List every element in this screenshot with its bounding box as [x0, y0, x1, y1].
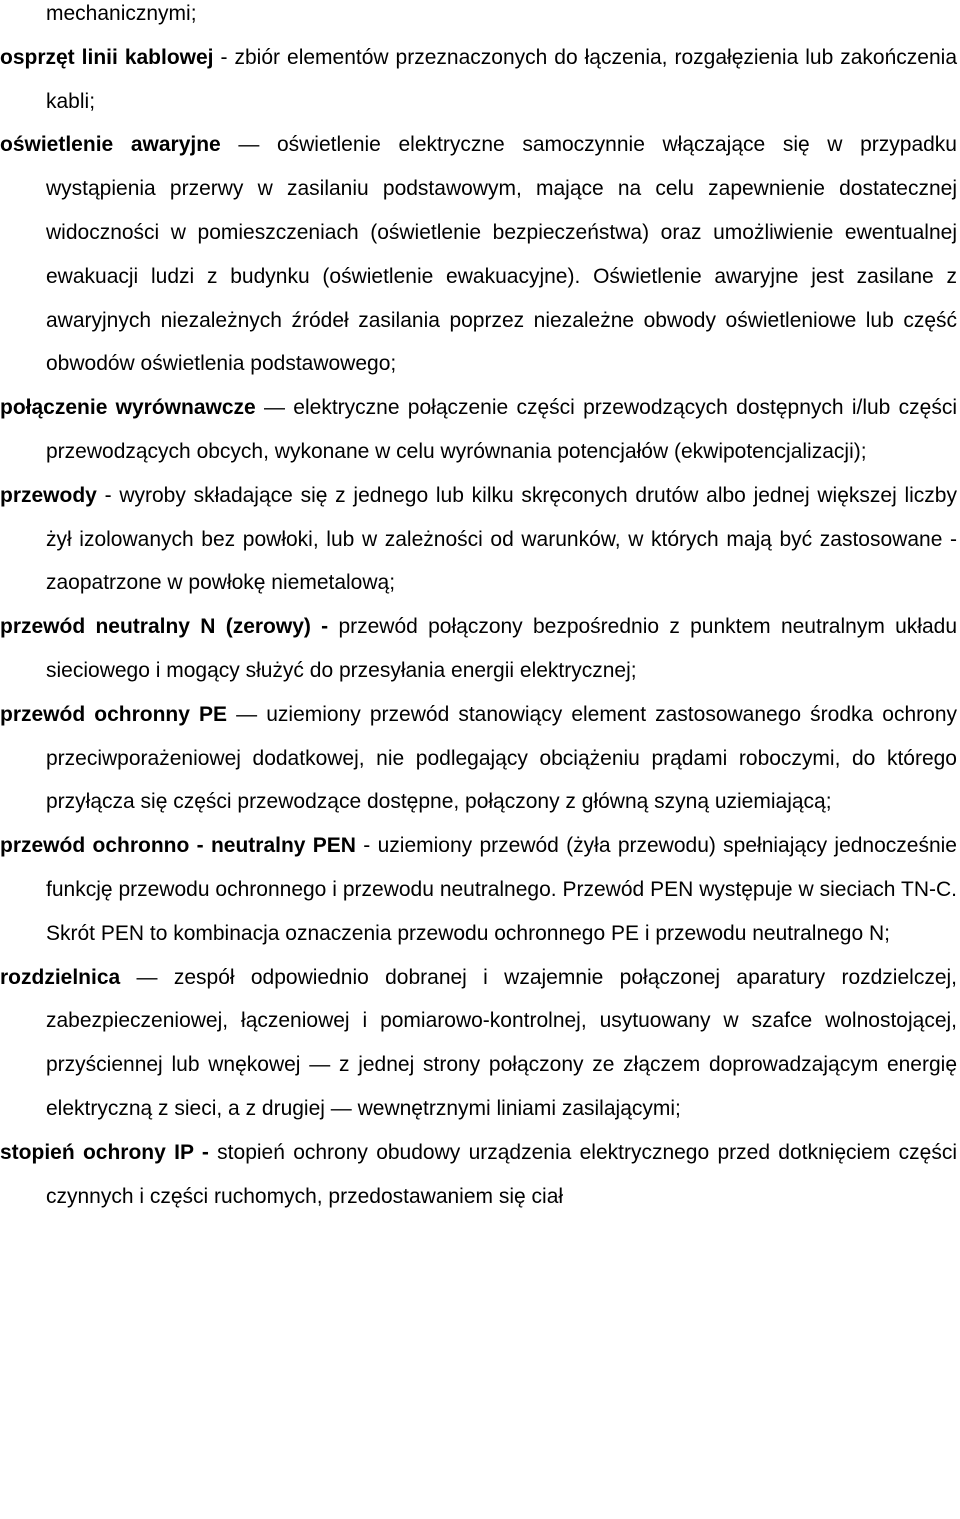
- definition-text: - zbiór elementów przeznaczonych do łączenia, rozgałęzienia lub zakończenia kabli;: [46, 45, 957, 113]
- definition-term: połączenie wyrównawcze: [0, 396, 256, 420]
- definition-text: mechanicznymi;: [46, 2, 197, 25]
- definition-term: stopień ochrony IP -: [0, 1140, 209, 1164]
- definition-text: — oświetlenie elektryczne samoczynnie włączające się w przypadku wystąpienia przerwy w zasilaniu podstawowym, mające na celu zapewnienie dostatecznej widoczności w pomieszczeniach (oświetlenie bezpieczeństwa) oraz umożliwienie ewentualnej ewakuacji ludzi z budynku (oświetlenie ewakuacyjne). Oświetlenie awaryjne jest zasilane z awaryjnych niezależnych źródeł zasilania poprzez niezależne obwody oświetleniowe lub część obwodów oświetlenia podstawowego;: [46, 133, 957, 376]
- definition-text: - uziemiony przewód (żyła przewodu) spełniający jednocześnie funkcję przewodu ochronnego i przewodu neutralnego. Przewód PEN występuje w sieciach TN-C. Skrót PEN to kombinacja oznaczenia przewodu ochronnego PE i przewodu neutralnego N;: [46, 834, 957, 945]
- definition-entry: [0, 605, 957, 693]
- definition-text: — zespół odpowiednio dobranej i wzajemnie połączonej aparatury rozdzielczej, zabezpieczeniowej, łączeniowej i pomiarowo-kontrolnej, usytuowany w szafce wolnostojącej, przyściennej lub wnękowej — z jednej strony połączony ze złączem doprowadzającym energię elektryczną z sieci, a z drugiej — wewnętrznymi liniami zasilającymi;: [46, 965, 957, 1120]
- definition-term: rozdzielnica: [0, 965, 121, 989]
- definition-text: stopień ochrony obudowy urządzenia elektrycznego przed dotknięciem części czynnych i części ruchomych, przedostawaniem się ciał: [46, 1140, 957, 1208]
- definition-text: przewód połączony bezpośrednio z punktem neutralnym układu sieciowego i mogący służyć do przesyłania energii elektrycznej;: [46, 615, 957, 682]
- definition-entry: [0, 123, 957, 386]
- definition-entry: [0, 956, 957, 1131]
- definition-term: przewód ochronny PE: [0, 702, 228, 726]
- definition-term: przewód ochronno - neutralny PEN: [0, 834, 356, 858]
- definition-entry: [0, 474, 957, 605]
- definition-entry: [0, 693, 957, 824]
- definition-term: przewody: [0, 483, 97, 507]
- definition-entry: [0, 0, 957, 36]
- definition-term: oświetlenie awaryjne: [0, 133, 221, 157]
- definition-text: — uziemiony przewód stanowiący element zastosowanego środka ochrony przeciwporażeniowej dodatkowej, nie podlegający obciążeniu prądami roboczymi, do którego przyłącza się części przewodzące dostępne, połączony z główną szyną uziemiającą;: [46, 702, 957, 814]
- definition-text: — elektryczne połączenie części przewodzących dostępnych i/lub części przewodzących obcych, wykonane w celu wyrównania potencjałów (ekwipotencjalizacji);: [46, 396, 957, 463]
- definition-entry: [0, 1131, 957, 1219]
- definition-term: przewód neutralny N (zerowy) -: [0, 615, 329, 639]
- definition-text: - wyroby składające się z jednego lub kilku skręconych drutów albo jednej większej liczby żył izolowanych bez powłoki, lub w zależności od warunków, w których mają być zastosowane - zaopatrzone w powłokę niemetalową;: [46, 483, 957, 595]
- definition-entry: [0, 36, 957, 124]
- definition-entry: [0, 824, 957, 955]
- definition-term: osprzęt linii kablowej: [0, 45, 214, 69]
- definition-entry: [0, 386, 957, 474]
